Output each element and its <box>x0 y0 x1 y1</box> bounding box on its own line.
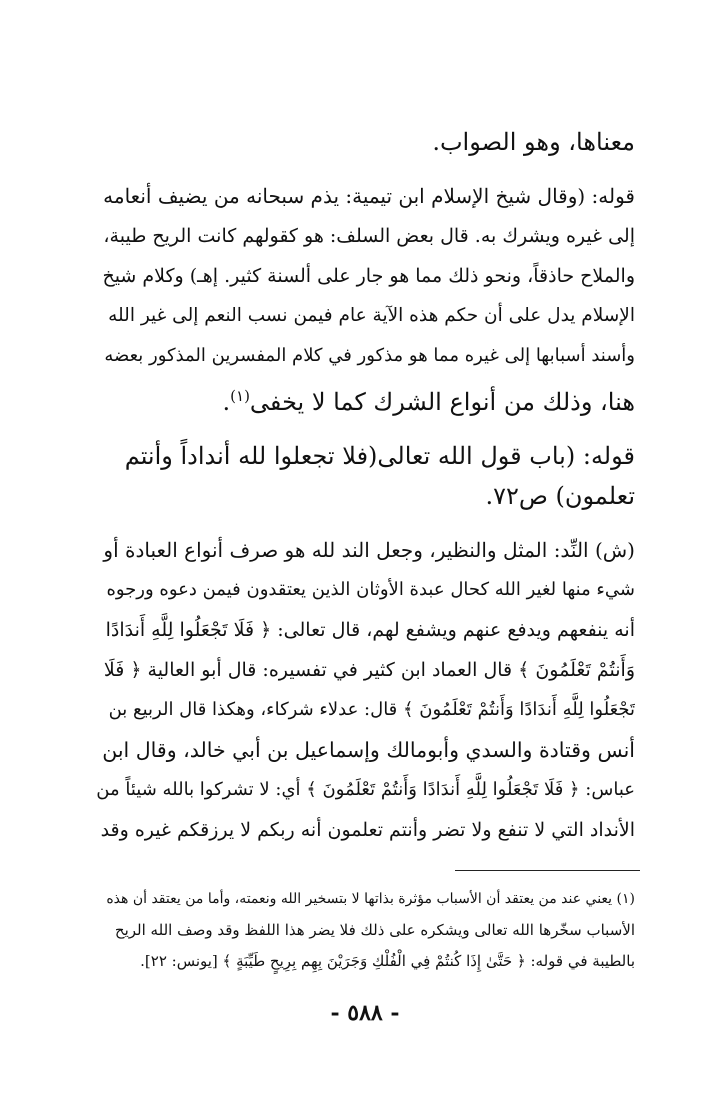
text-line: الإسلام يدل على أن حكم هذه الآية عام فيمن نسب النعم إلى غير الله <box>108 305 635 326</box>
footnote-reference: (١) <box>230 387 250 405</box>
text-line: تَجْعَلُوا لِلَّهِ أَندَادًا وَأَنتُمْ تَعْلَمُونَ ﴾ قال: عدلاء شركاء، وهكذا قال الربيع بن <box>108 699 635 720</box>
footnote-separator <box>455 870 640 871</box>
text-line: والملاح حاذقاً، ونحو ذلك مما هو جار على ألسنة كثير. إهـ) وكلام شيخ <box>102 265 635 287</box>
text-line: وَأَنتُمْ تَعْلَمُونَ ﴾ قال العماد ابن كثير في تفسيره: قال أبو العالية ﴿ فَلَا <box>103 659 635 681</box>
text-line-with-footnote <box>95 376 635 422</box>
text-line: الأنداد التي لا تنفع ولا تضر وأنتم تعلمون أنه ربكم لا يرزقكم غيره وقد <box>100 819 635 841</box>
text-line-content: هنا، وذلك من أنواع الشرك كما لا يخفى <box>249 388 635 416</box>
text-line: أنه ينفعهم ويدفع عنهم ويشفع لهم، قال تعالى: ﴿ فَلَا تَجْعَلُوا لِلَّهِ أَندَادًا <box>105 619 635 641</box>
footnote <box>95 884 635 977</box>
text-line: قوله: (وقال شيخ الإسلام ابن تيمية: يذم سبحانه من يضيف أنعامه <box>103 184 635 208</box>
text-line: (ش) النِّد: المثل والنظير، وجعل الند لله هو صرف أنواع العبادة أو <box>103 538 635 562</box>
line-end-period: . <box>222 388 231 416</box>
text-line: عباس: ﴿ فَلَا تَجْعَلُوا لِلَّهِ أَندَادًا وَأَنتُمْ تَعْلَمُونَ ﴾ أي: لا تشركوا بالله شيئاً من <box>96 779 635 800</box>
footnote-line: (١) يعني عند من يعتقد أن الأسباب مؤثرة بذاتها لا بتسخير الله ونعمته، وأما من يعتقد أن هذه <box>106 891 635 907</box>
text-line: معناها، وهو الصواب. <box>432 128 635 156</box>
footnote-line: بالطيبة في قوله: ﴿ حَتَّىٰ إِذَا كُنتُمْ فِي الْفُلْكِ وَجَرَيْنَ بِهِم بِرِيحٍ طَيِّبَةٍ ﴾ [يونس: ٢٢]. <box>140 952 635 970</box>
text-line: وأسند أسبابها إلى غيره مما هو مذكور في كلام المفسرين المذكور بعضه <box>104 345 635 366</box>
text-line: شيء منها لغير الله كحال عبدة الأوثان الذين يعتقدون فيمن دعوه ورجوه <box>106 579 635 600</box>
footnote-line: الأسباب سخّرها الله تعالى ويشكره على ذلك فلا يضر هذا اللفظ وقد وصف الله الريح <box>114 921 635 939</box>
text-line: أنس وقتادة والسدي وأبومالك وإسماعيل بن أبي خالد، وقال ابن <box>102 738 635 762</box>
page-number: - ٥٨٨ - <box>330 1000 400 1026</box>
main-text <box>95 122 635 850</box>
text-line: قوله: (باب قول الله تعالى(فلا تجعلوا لله أنداداً وأنتم <box>124 442 635 470</box>
text-line: تعلمون) ص٧٢. <box>485 482 635 510</box>
text-line: إلى غيره ويشرك به. قال بعض السلف: هو كقولهم كانت الريح طيبة، <box>103 225 635 247</box>
